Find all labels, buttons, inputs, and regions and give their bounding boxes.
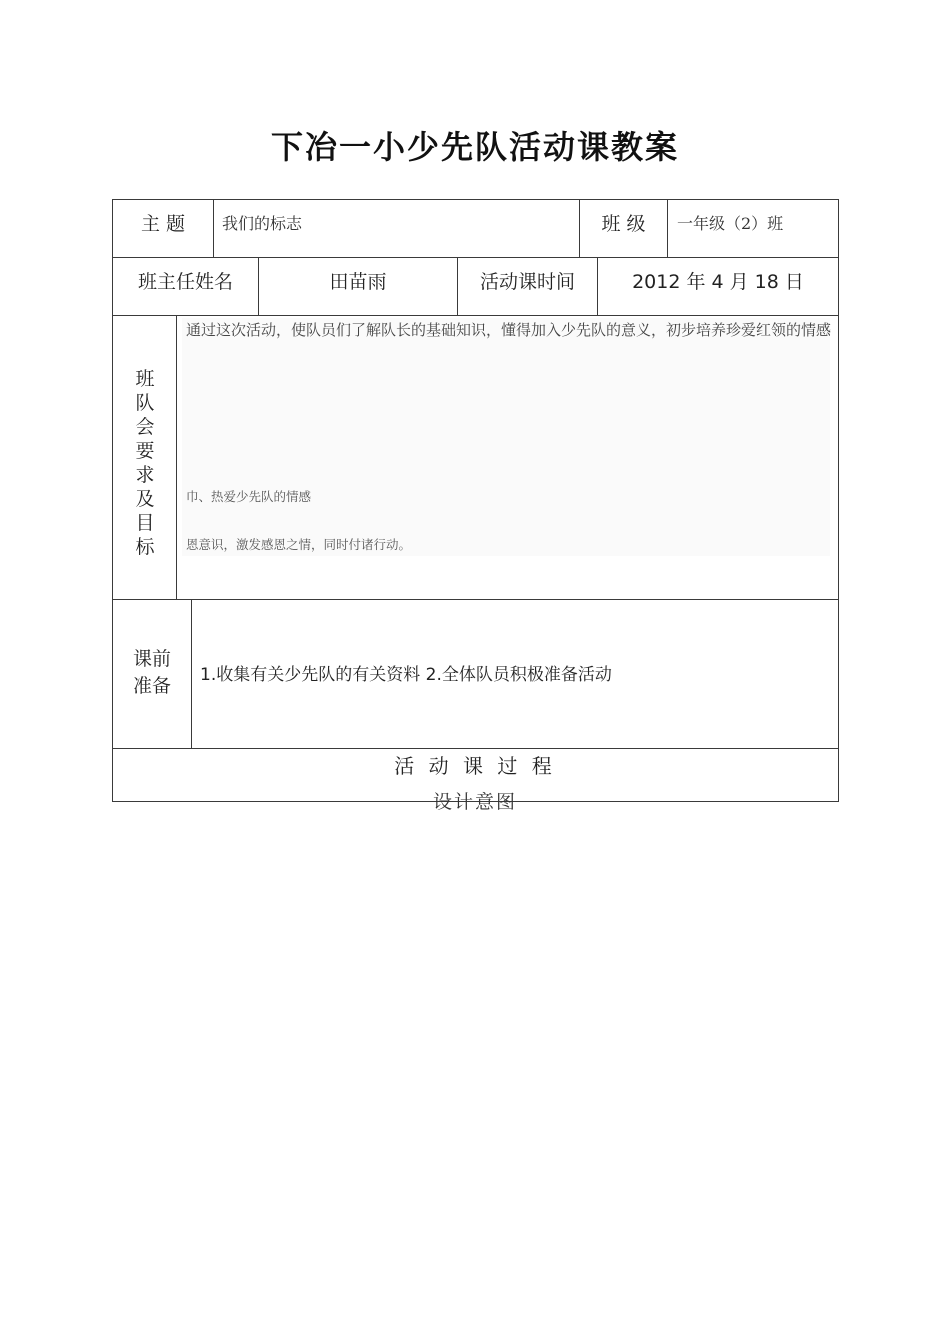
- teacher-value: 田苗雨: [329, 270, 387, 293]
- theme-label: 主 题: [140, 212, 186, 235]
- objectives-line-3: 恩意识，激发感恩之情，同时付诸行动。: [186, 537, 412, 552]
- theme-value: 我们的标志: [222, 213, 303, 233]
- table-border-right: [838, 199, 839, 802]
- objectives-line-2: 巾、热爱少先队的情感: [186, 489, 312, 504]
- cell-divider: [213, 199, 214, 257]
- preparation-label: 课前准备: [132, 648, 171, 697]
- row-divider: [112, 315, 839, 316]
- time-value: 2012 年 4 月 18 日: [632, 270, 804, 293]
- design-intent-clip: [112, 778, 838, 813]
- cell-divider: [667, 199, 668, 257]
- preparation-text: 1.收集有关少先队的有关资料 2.全体队员积极准备活动: [200, 665, 612, 685]
- cell-divider: [176, 315, 177, 599]
- objectives-label: 班队会要求及目标: [135, 368, 155, 558]
- row-divider: [112, 599, 839, 600]
- class-value: 一年级（2）班: [677, 213, 784, 233]
- design-intent-header: 设计意图: [432, 791, 517, 813]
- objectives-main-text: 通过这次活动，使队员们了解队长的基础知识，懂得加入少先队的意义，初步培养珍爱红领的情感: [186, 321, 832, 339]
- cell-divider: [191, 599, 192, 748]
- teacher-label: 班主任姓名: [137, 270, 233, 293]
- objectives-text-box: [182, 318, 830, 556]
- document-title: 下冶一小少先队活动课教案: [270, 128, 679, 166]
- time-label: 活动课时间: [479, 270, 575, 293]
- class-label: 班 级: [601, 212, 646, 235]
- process-title: 活 动 课 过 程: [394, 754, 556, 778]
- row-divider: [112, 748, 839, 749]
